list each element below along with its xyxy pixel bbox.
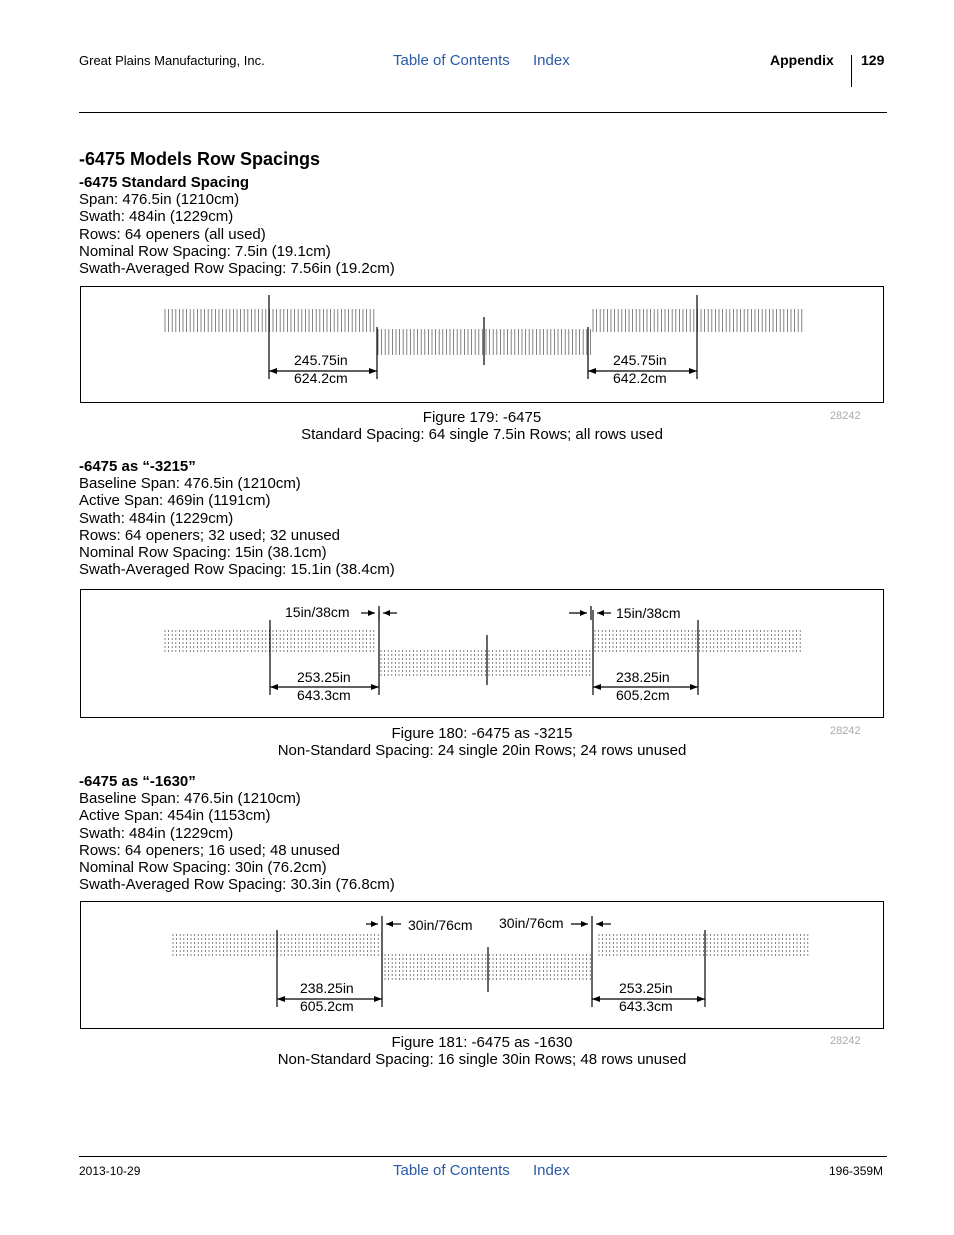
spec-block-standard	[79, 174, 395, 277]
figure-180	[80, 589, 884, 718]
spec-block-3215	[79, 458, 395, 578]
spec-subtitle: -6475 as “-1630”	[79, 773, 196, 790]
figure-id: 28242	[830, 410, 861, 422]
spec-line: Swath: 484in (1229cm)	[79, 208, 234, 226]
caption-line: Standard Spacing: 64 single 7.5in Rows; all rows used	[301, 426, 663, 443]
page-number: 129	[861, 52, 885, 68]
dim-label: 238.25in	[300, 980, 354, 996]
figure-179	[80, 286, 884, 403]
footer-index-link[interactable]: Index	[533, 1162, 570, 1179]
spec-line: Swath: 484in (1229cm)	[79, 509, 234, 527]
company-name: Great Plains Manufacturing, Inc.	[79, 53, 265, 68]
spec-line: Swath-Averaged Row Spacing: 15.1in (38.4cm)	[79, 561, 395, 579]
spec-block-1630	[79, 773, 395, 893]
spec-subtitle: -6475 Standard Spacing	[79, 174, 250, 191]
spec-line: Baseline Span: 476.5in (1210cm)	[79, 475, 301, 493]
dim-label: 642.2cm	[613, 370, 667, 386]
spec-line: Nominal Row Spacing: 7.5in (19.1cm)	[79, 242, 331, 260]
dim-label: 643.3cm	[619, 998, 673, 1014]
dim-label: 15in/38cm	[616, 605, 681, 621]
footer-rule	[79, 1156, 887, 1157]
dim-label: 624.2cm	[294, 370, 348, 386]
spec-line: Active Span: 469in (1191cm)	[79, 492, 271, 510]
spec-line: Swath: 484in (1229cm)	[79, 824, 234, 842]
header-divider	[851, 55, 852, 87]
dim-label: 30in/76cm	[408, 917, 473, 933]
spec-line: Rows: 64 openers; 32 used; 32 unused	[79, 526, 341, 544]
spec-line: Nominal Row Spacing: 30in (76.2cm)	[79, 859, 327, 877]
row-spacing-diagram-1	[81, 287, 883, 402]
spec-line: Nominal Row Spacing: 15in (38.1cm)	[79, 544, 327, 562]
footer-date: 2013-10-29	[79, 1164, 141, 1178]
dim-label: 605.2cm	[616, 687, 670, 703]
figure-caption	[180, 1034, 784, 1068]
footer-toc-link[interactable]: Table of Contents	[393, 1162, 510, 1179]
spec-line: Baseline Span: 476.5in (1210cm)	[79, 790, 301, 808]
spec-line: Active Span: 454in (1153cm)	[79, 807, 271, 825]
caption-line: Non-Standard Spacing: 24 single 20in Rows; 24 rows unused	[277, 742, 687, 759]
section-name: Appendix	[770, 52, 834, 68]
dim-label: 605.2cm	[300, 998, 354, 1014]
spec-line: Span: 476.5in (1210cm)	[79, 191, 240, 209]
caption-line: Figure 179: -6475	[422, 409, 542, 426]
spec-line: Swath-Averaged Row Spacing: 30.3in (76.8cm)	[79, 876, 395, 894]
caption-line: Figure 181: -6475 as -1630	[391, 1034, 573, 1051]
caption-line: Non-Standard Spacing: 16 single 30in Rows; 48 rows unused	[277, 1051, 687, 1068]
header-toc-link[interactable]: Table of Contents	[393, 52, 510, 69]
spec-line: Rows: 64 openers; 16 used; 48 unused	[79, 841, 341, 859]
footer-doc-number: 196-359M	[829, 1164, 884, 1178]
row-spacing-diagram-3	[81, 902, 883, 1028]
dim-label: 15in/38cm	[285, 604, 350, 620]
dim-label: 253.25in	[297, 669, 351, 685]
figure-caption	[180, 409, 784, 443]
dim-label: 245.75in	[613, 352, 667, 368]
dim-label: 253.25in	[619, 980, 673, 996]
row-spacing-diagram-2	[81, 590, 883, 717]
figure-id: 28242	[830, 1035, 861, 1047]
spec-subtitle: -6475 as “-3215”	[79, 458, 196, 475]
caption-line: Figure 180: -6475 as -3215	[391, 725, 573, 742]
dim-label: 643.3cm	[297, 687, 351, 703]
header-index-link[interactable]: Index	[533, 52, 570, 69]
spec-line: Swath-Averaged Row Spacing: 7.56in (19.2cm)	[79, 260, 395, 278]
figure-caption	[180, 725, 784, 759]
dim-label: 30in/76cm	[499, 915, 564, 931]
spec-line: Rows: 64 openers (all used)	[79, 225, 266, 243]
figure-id: 28242	[830, 725, 861, 737]
dim-label: 238.25in	[616, 669, 670, 685]
page-title: -6475 Models Row Spacings	[79, 149, 321, 169]
dim-label: 245.75in	[294, 352, 348, 368]
header-rule	[79, 112, 887, 113]
figure-181	[80, 901, 884, 1029]
